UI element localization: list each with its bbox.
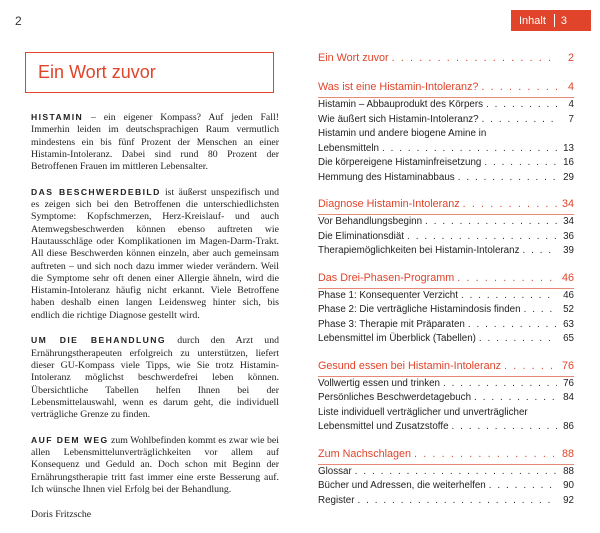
- toc-page-number: 29: [563, 171, 574, 183]
- toc-entry[interactable]: [318, 376, 574, 392]
- paragraph-text: zum Wohlbefinden kommt es zwar wie bei allen Lebensmittelunverträglichkeiten vor allem auf Konsequenz und Geduld an. Doch schon mit Beginn der Ernährungstherapie tritt fast immer eine erste Besserung auf. Ich wünsche Ihnen viel Erfolg bei der Behandlung.: [31, 434, 279, 495]
- leader-dots: [504, 357, 557, 376]
- preface-paragraph: [31, 334, 279, 421]
- preface-paragraph: [31, 111, 279, 173]
- paragraph-text: – ein eigener Kompass? Auf jeden Fall! Immerhin leiden im deutschsprachigen Raum vermutlich mindestens ein bis fünf Prozent der Menschen an einer Histamin-Intoleranz. Dabei sind rund 80 Prozent der Betroffenen Frauen im mittleren Lebensalter.: [31, 112, 279, 173]
- toc-page-number: 4: [568, 99, 574, 110]
- toc-entry-label: Lebensmittel und Zusatzstoffe: [318, 421, 449, 432]
- toc-entry[interactable]: [318, 464, 574, 480]
- preface-paragraph: [31, 186, 279, 322]
- toc-entry[interactable]: [318, 214, 574, 230]
- leader-dots: [463, 195, 557, 214]
- leader-dots: [461, 289, 557, 304]
- toc-entry-label: Lebensmitteln: [318, 142, 379, 154]
- paragraph-keyword: DAS BESCHWERDEBILD: [31, 186, 161, 197]
- toc-section-heading[interactable]: [318, 49, 574, 68]
- toc-page-number: 36: [563, 230, 574, 242]
- toc-entry-label: Phase 2: Die verträgliche Histamindosis finden: [318, 304, 521, 315]
- toc-section-heading[interactable]: [318, 445, 574, 464]
- toc-page-number: 4: [567, 81, 574, 93]
- toc-entry[interactable]: [318, 244, 574, 259]
- toc-page-number: 92: [563, 494, 574, 506]
- toc-section-title: Zum Nachschlagen: [318, 447, 412, 460]
- toc-entry-label: Bücher und Adressen, die weiterhelfen: [318, 480, 486, 491]
- toc-entry[interactable]: [318, 142, 574, 157]
- leader-dots: [482, 113, 557, 128]
- paragraph-keyword: UM DIE BEHANDLUNG: [31, 335, 166, 346]
- leader-dots: [468, 318, 557, 333]
- leader-dots: [355, 465, 557, 480]
- toc-page-number: 7: [568, 113, 574, 125]
- toc-entry[interactable]: [318, 420, 574, 435]
- toc-entry-label: Hemmung des Histaminabbaus: [318, 171, 455, 183]
- toc-entry-label: Die körpereigene Histaminfreisetzung: [318, 157, 482, 168]
- leader-dots: [474, 391, 557, 406]
- author-signature: Doris Fritzsche: [31, 508, 92, 520]
- leader-dots: [425, 215, 557, 230]
- toc-entry[interactable]: [318, 156, 574, 171]
- preface-paragraph: [31, 434, 279, 496]
- leader-dots: [524, 303, 557, 318]
- table-of-contents: [318, 49, 574, 508]
- leader-dots: [414, 445, 557, 464]
- toc-entry[interactable]: [318, 113, 574, 128]
- toc-page-number: 76: [563, 377, 574, 389]
- leader-dots: [357, 494, 557, 509]
- toc-page-number: 88: [561, 447, 574, 460]
- contents-header-tab: [511, 10, 591, 31]
- toc-page-number: 88: [563, 465, 574, 477]
- preface-title: Ein Wort zuvor: [25, 52, 274, 93]
- toc-section-heading[interactable]: [318, 269, 574, 288]
- toc-section-title: Diagnose Histamin-Intoleranz: [318, 198, 460, 210]
- toc-page-number: 34: [563, 216, 574, 227]
- paragraph-text: ist äußerst unspezifisch und es zeigen sich bei den Betroffenen die unterschiedlichsten Symptome: Kopfschmerzen, Herz-Kreislauf- und auch Atemwegsbeschwerden können ebenso auftreten wie Hautausschläge oder Komplikationen im Magen-Darm-Trakt. All diese Beschwerden können einzeln, aber auch gemeinsam auftreten – und sich noch dazu immer wieder verändern. Weil die Symptome sehr oft denen einer Allergie ähneln, wird die Histamin-Intoleranz häufig nicht erkannt. Viele Betroffene haben deshalb einen langen Leidensweg hinter sich, bis endlich die richtige Diagnose gestellt wird.: [31, 186, 279, 321]
- toc-section-title: Was ist eine Histamin-Intoleranz?: [318, 81, 479, 93]
- toc-entry-label: Register: [318, 494, 355, 506]
- toc-entry[interactable]: [318, 332, 574, 347]
- leader-dots: [484, 156, 557, 171]
- toc-entry[interactable]: [318, 171, 574, 186]
- toc-page-number: 46: [563, 289, 574, 301]
- toc-page-number: 52: [563, 304, 574, 315]
- toc-entry-label: Therapiemöglichkeiten bei Histamin-Intoleranz: [318, 245, 520, 256]
- toc-entry[interactable]: [318, 230, 574, 245]
- toc-entry[interactable]: [318, 494, 574, 509]
- toc-section-heading[interactable]: [318, 78, 574, 97]
- leader-dots: [486, 98, 557, 113]
- toc-entry[interactable]: [318, 391, 574, 406]
- leader-dots: [392, 49, 557, 68]
- toc-page-number: 63: [563, 318, 574, 330]
- toc-entry-label: Histamin – Abbauprodukt des Körpers: [318, 99, 484, 110]
- header-divider: [554, 14, 555, 27]
- paragraph-text: durch den Arzt und Ernährungstherapeuten erfolgreich zu unterstützen, liefert dieser GU-Kompass viele Tipps, wie Sie trotz Histamin-Intoleranz möglichst beschwerdefrei leben können. Übersichtliche Tabellen helfen Ihnen bei der Lebensmittelauswahl, wenn es darum geht, die individuell verträgliche Grenze zu finden.: [31, 335, 280, 421]
- leader-dots: [458, 171, 557, 186]
- contents-header-label: Inhalt: [519, 14, 546, 27]
- left-page-number: 2: [15, 14, 22, 28]
- leader-dots: [479, 332, 557, 347]
- toc-entry-label: Phase 1: Konsequenter Verzicht: [318, 289, 458, 301]
- toc-page-number: 13: [563, 142, 574, 154]
- toc-entry-label: Wie äußert sich Histamin-Intoleranz?: [318, 113, 479, 125]
- toc-entry-label: Glossar: [318, 465, 352, 477]
- toc-page-number: 34: [561, 198, 574, 210]
- paragraph-keyword: AUF DEM WEG: [31, 434, 109, 445]
- toc-entry[interactable]: [318, 97, 574, 113]
- leader-dots: [382, 142, 557, 157]
- leader-dots: [489, 479, 557, 494]
- toc-entry-label: Die Eliminationsdiät: [318, 230, 405, 242]
- toc-entry-label-line1: Histamin und andere biogene Amine in: [318, 128, 487, 139]
- toc-section-heading[interactable]: [318, 357, 574, 376]
- preface-text: [31, 111, 279, 533]
- toc-entry[interactable]: [318, 303, 574, 318]
- toc-page-number: 65: [563, 333, 574, 344]
- toc-entry-label: Persönliches Beschwerdetagebuch: [318, 392, 472, 403]
- leader-dots: [457, 269, 557, 288]
- leader-dots: [481, 78, 557, 97]
- toc-page-number: 16: [563, 157, 574, 168]
- toc-entry-label-line1: Liste individuell verträglicher und unverträglicher: [318, 406, 528, 418]
- toc-page-number: 46: [561, 271, 574, 284]
- paragraph-keyword: HISTAMIN: [31, 112, 84, 122]
- toc-entry[interactable]: [318, 479, 574, 494]
- toc-entry[interactable]: [318, 288, 574, 304]
- leader-dots: [522, 244, 557, 259]
- toc-page-number: 90: [563, 480, 574, 491]
- leader-dots: [443, 377, 557, 392]
- toc-section-title: Gesund essen bei Histamin-Intoleranz: [318, 359, 502, 372]
- toc-page-number: 2: [567, 52, 574, 64]
- toc-page-number: 39: [563, 245, 574, 256]
- leader-dots: [407, 230, 557, 245]
- toc-section-title: Ein Wort zuvor: [318, 52, 389, 64]
- toc-section-title: Das Drei-Phasen-Programm: [318, 271, 455, 284]
- toc-page-number: 84: [563, 392, 574, 403]
- toc-entry-label: Vor Behandlungsbeginn: [318, 216, 423, 227]
- toc-page-number: 76: [561, 359, 574, 372]
- toc-entry-label: Vollwertig essen und trinken: [318, 377, 440, 389]
- toc-section-heading[interactable]: [318, 195, 574, 214]
- right-page-number: 3: [560, 14, 568, 27]
- toc-entry-label: Lebensmittel im Überblick (Tabellen): [318, 333, 476, 344]
- leader-dots: [452, 420, 557, 435]
- toc-page-number: 86: [563, 421, 574, 432]
- toc-entry[interactable]: [318, 318, 574, 333]
- toc-entry-label: Phase 3: Therapie mit Präparaten: [318, 318, 465, 330]
